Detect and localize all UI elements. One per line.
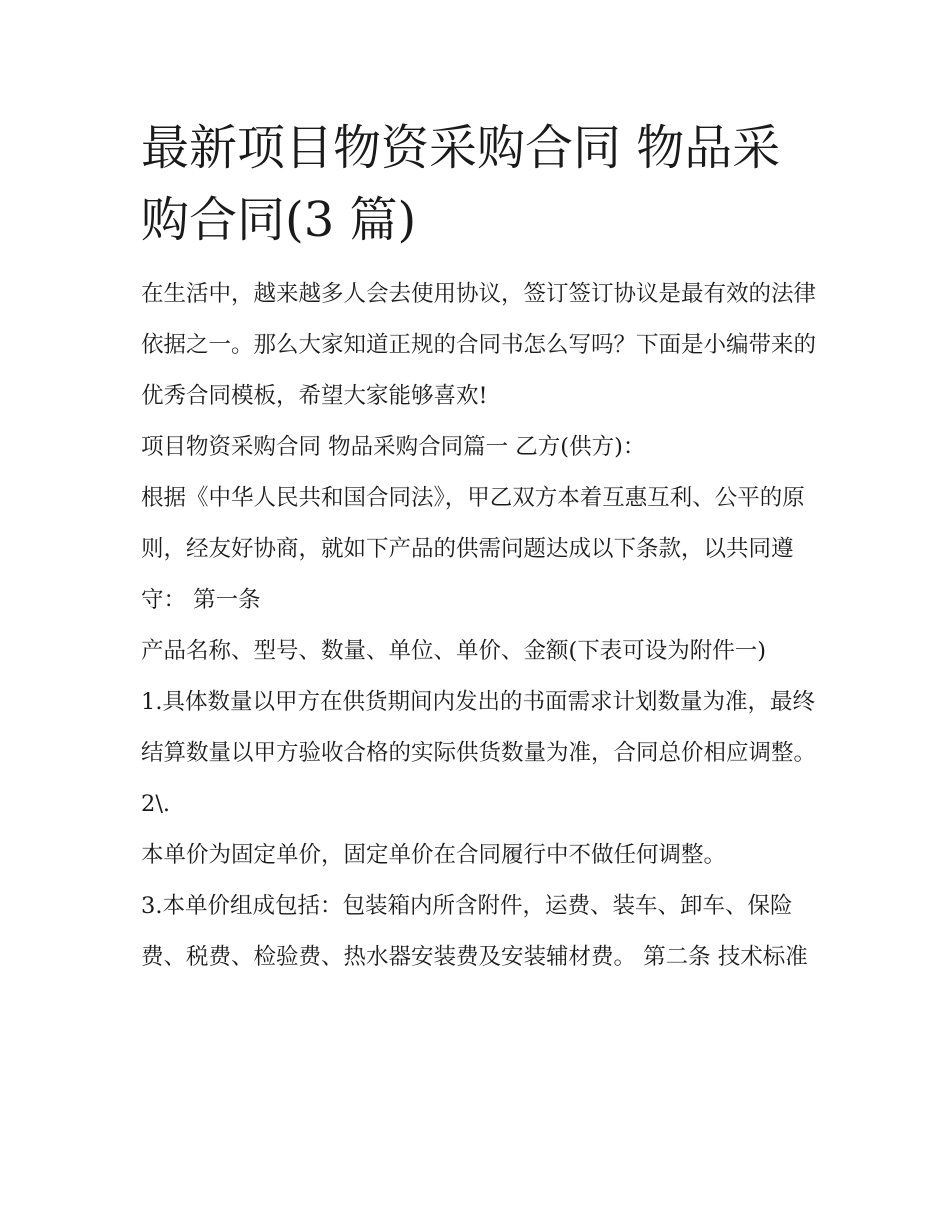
- paragraph-fixed-price: 本单价为固定单价，固定单价在合同履行中不做任何调整。: [141, 842, 727, 868]
- paragraph-contract-heading: 项目物资采购合同 物品采购合同篇一 乙方(供方)：: [141, 434, 646, 460]
- paragraph-intro: 在生活中，越来越多人会去使用协议，签订签订协议是最有效的法律依据之一。那么大家知道正规的合同书怎么写吗？下面是小编带来的优秀合同模板，希望大家能够喜欢!: [141, 281, 817, 409]
- paragraph-quantity-clause: 1.具体数量以甲方在供货期间内发出的书面需求计划数量为准，最终结算数量以甲方验收合格的实际供货数量为准，合同总价相应调整。 2\.: [141, 689, 817, 817]
- paragraph-product-info: 产品名称、型号、数量、单位、单价、金额(下表可设为附件一): [141, 638, 767, 664]
- title-spacer: [141, 256, 821, 269]
- document-page: [141, 112, 821, 983]
- paragraph-basis: 根据《中华人民共和国合同法》，甲乙双方本着互惠互利、公平的原则，经友好协商，就如下产品的供需问题达成以下条款，以共同遵守： 第一条: [141, 485, 805, 613]
- paragraph-price-composition: 3.本单价组成包括：包装箱内所含附件，运费、装车、卸车、保险费、税费、检验费、热水器安装费及安装辅材费。 第二条 技术标准: [141, 893, 808, 970]
- document-title: 最新项目物资采购合同 物品采购合同(3 篇): [141, 120, 781, 248]
